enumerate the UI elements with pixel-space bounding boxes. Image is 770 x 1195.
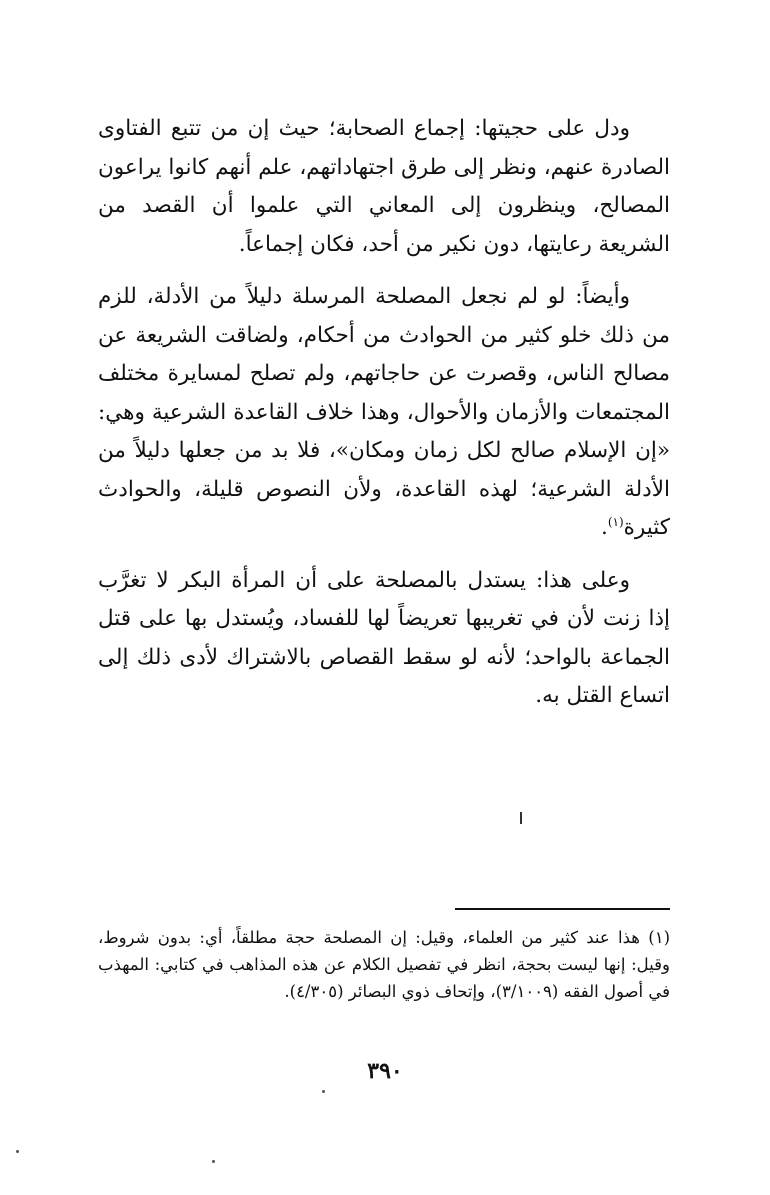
footnote-divider [455,908,670,910]
footnote-reference: (١) [607,514,624,529]
paragraph-also-text: وأيضاً: لو لم نجعل المصلحة المرسلة دليلاً من الأدلة، للزم من ذلك خلو كثير من الحوادث من أحكام، ولضاقت الشريعة عن مصالح الناس، وقصرت عن حاجاتهم، ولم تصلح لمسايرة مختلف المجتمعات والأزمان والأحوال، وهذا خلاف القاعدة الشرعية وهي: «إن الإسلام صالح لكل زمان ومكان»، فلا بد من جعلها دليلاً من الأدلة الشرعية؛ لهذه القاعدة، ولأن النصوص قليلة، والحوادث كثيرة [98,284,670,540]
stray-mark [520,812,522,824]
paragraph-also [98,278,670,548]
page-number: ٣٩٠ [367,1058,403,1084]
paragraph-application: وعلى هذا: يستدل بالمصلحة على أن المرأة البكر لا تغرَّب إذا زنت لأن في تغريبها تعريضاً لها للفساد، ويُستدل بها على قتل الجماعة بالواحد؛ لأنه لو سقط القصاص بالاشتراك لأدى ذلك إلى اتساع القتل به. [98,567,670,708]
scan-speck [16,1150,19,1153]
paragraph-consensus: ودل على حجيتها: إجماع الصحابة؛ حيث إن من تتبع الفتاوى الصادرة عنهم، ونظر إلى طرق اجتهاداتهم، علم أنهم كانوا يراعون المصالح، وينظرون إلى المعاني التي علموا أن القصد من الشريعة رعايتها، دون نكير من أحد، فكان إجماعاً. [98,116,670,257]
footnote-1: (١) هذا عند كثير من العلماء، وقيل: إن المصلحة حجة مطلقاً، أي: بدون شروط، وقيل: إنها ليست بحجة، انظر في تفصيل الكلام عن هذه المذاهب في كتابي: المهذب في أصول الفقه (٣/١٠٠٩)، وإتحاف ذوي البصائر (٤/٣٠٥). [98,928,671,1001]
paragraph-also-end: . [600,515,608,540]
scan-speck [212,1160,215,1163]
scan-speck [322,1090,325,1093]
footnotes [98,924,670,1005]
body-text [98,110,670,730]
